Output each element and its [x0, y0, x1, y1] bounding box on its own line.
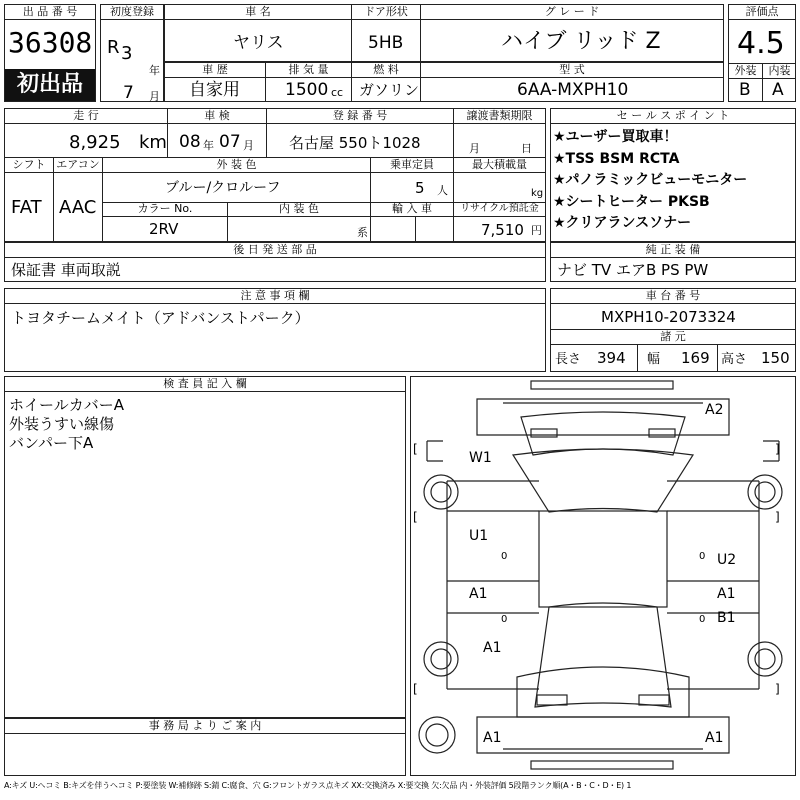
- vehicle-info-box: [164, 4, 724, 62]
- inspector-note-line: 外装うすい線傷: [9, 415, 115, 433]
- score-label: 評価点: [729, 5, 795, 20]
- inspector-notes: [9, 396, 124, 453]
- mark-right-quarter: B1: [717, 610, 736, 626]
- damage-diagram-box: [410, 376, 796, 776]
- inspector-note-line: ホイールカバーA: [9, 396, 124, 414]
- mark-hood: A2: [705, 402, 724, 418]
- capacity-unit: 人: [437, 184, 448, 197]
- mark-rear-left: A1: [483, 730, 502, 746]
- later-parts-box: [4, 242, 546, 282]
- sales-points-box: [550, 108, 796, 242]
- inspector-box: [4, 376, 406, 718]
- zero-right-front: 0: [699, 551, 706, 562]
- shift-label: シフト: [5, 158, 53, 173]
- spec-row-box: [164, 62, 724, 102]
- door-label: ドア形状: [352, 5, 420, 20]
- options-value: ナビ TV エアB PS PW: [557, 261, 709, 279]
- mark-rear-right: A1: [705, 730, 724, 746]
- capacity-label: 乗車定員: [371, 158, 453, 173]
- bracket-left-2: [: [413, 510, 418, 524]
- interior-label: 内装: [762, 64, 796, 79]
- zero-left-front: 0: [501, 551, 508, 562]
- mark-right-front-door: U2: [717, 552, 737, 568]
- first-listing-badge: 初出品: [5, 69, 95, 101]
- height-label: 高さ: [721, 352, 748, 367]
- displacement-unit: cc: [331, 86, 344, 99]
- details-box: [4, 108, 546, 242]
- recycle-unit: 円: [531, 224, 542, 237]
- height: 150: [761, 349, 790, 367]
- notes-label: 注 意 事 項 欄: [5, 289, 545, 304]
- model-code: 6AA-MXPH10: [517, 80, 629, 100]
- length-label: 長さ: [555, 352, 582, 367]
- inspection-year-unit: 年: [203, 139, 214, 152]
- score-box: [728, 4, 796, 102]
- color-label: 外 装 色: [103, 158, 370, 173]
- width: 169: [681, 349, 710, 367]
- first-registration-box: [100, 4, 164, 102]
- notes-value: トヨタチームメイト（アドバンストパーク）: [11, 309, 310, 327]
- sales-point-item: ★TSS BSM RCTA: [553, 150, 680, 167]
- options-label: 純 正 装 備: [551, 243, 795, 258]
- exterior-color: ブルー/クロルーフ: [165, 180, 281, 196]
- interior-grade: A: [772, 80, 784, 100]
- mark-right-rear-door: A1: [717, 586, 736, 602]
- ac-label: エアコン: [54, 158, 102, 173]
- recycle-fee: 7,510: [481, 221, 524, 239]
- sales-point-item: ★クリアランスソナー: [553, 215, 692, 231]
- displacement-label: 排 気 量: [266, 63, 351, 78]
- shift: FAT: [11, 197, 42, 218]
- lot-number-label: 出 品 番 号: [5, 5, 95, 20]
- history: 自家用: [189, 80, 240, 100]
- car-name: ヤリス: [233, 33, 284, 53]
- score: 4.5: [737, 26, 785, 61]
- mileage-unit: km: [139, 132, 167, 153]
- bracket-left-3: [: [413, 682, 418, 696]
- docs-month-unit: 月: [469, 142, 480, 155]
- sales-point-item: ★ユーザー買取車！: [553, 129, 678, 145]
- mark-left-front-door: U1: [469, 528, 489, 544]
- inspection-month: 07: [219, 132, 241, 152]
- car-diagram: [411, 377, 795, 775]
- sales-point-item: ★パノラミックビューモニター: [553, 172, 748, 188]
- inspector-label: 検 査 員 記 入 欄: [5, 377, 405, 392]
- width-label: 幅: [647, 352, 661, 367]
- fuel-label: 燃 料: [352, 63, 420, 78]
- max-load-label: 最大積載量: [454, 158, 545, 173]
- chassis-number: MXPH10-2073324: [601, 308, 736, 326]
- car-name-label: 車 名: [165, 5, 352, 20]
- color-number: 2RV: [149, 220, 179, 238]
- inspector-note-line: バンパー下A: [9, 434, 94, 452]
- color-number-label: カラー No.: [103, 202, 227, 217]
- zero-left-rear: 0: [501, 614, 508, 625]
- chassis-box: [550, 288, 796, 372]
- interior-color-label: 内 装 色: [228, 202, 370, 217]
- capacity: 5: [415, 179, 425, 197]
- door-type: 5HB: [368, 33, 404, 53]
- bracket-left-1: [: [413, 442, 418, 456]
- office-box: [4, 718, 406, 776]
- mark-left-rear-door: A1: [469, 586, 488, 602]
- recycle-label: リサイクル預託金: [454, 202, 545, 217]
- exterior-label: 外装: [729, 64, 762, 79]
- exterior-grade: B: [739, 80, 751, 100]
- docs-day-unit: 日: [521, 142, 532, 155]
- import-label: 輸 入 車: [371, 202, 453, 217]
- dimensions-label: 諸 元: [551, 330, 795, 345]
- month-unit: 月: [149, 90, 160, 103]
- sales-points-label: セ ー ル ス ポ イ ン ト: [551, 109, 795, 124]
- bracket-right-2: ]: [775, 510, 780, 524]
- mark-windshield: W1: [469, 450, 492, 466]
- history-label: 車 歴: [165, 63, 265, 78]
- plate-number: 名古屋 550ト1028: [289, 134, 421, 152]
- mileage-label: 走 行: [5, 109, 167, 124]
- sales-point-item: ★シートヒーター PKSB: [553, 193, 710, 210]
- ac: AAC: [59, 197, 97, 218]
- inspection-month-unit: 月: [243, 139, 254, 152]
- sales-points-list: [553, 127, 747, 235]
- first-registration-label: 初度登録: [101, 5, 163, 20]
- notes-box: [4, 288, 546, 372]
- inspection-year: 08: [179, 132, 201, 152]
- registration-month: 7: [123, 83, 134, 103]
- bracket-right-1: ]: [775, 442, 780, 456]
- displacement: 1500: [285, 80, 329, 100]
- fuel: ガソリン: [359, 81, 420, 99]
- chassis-label: 車 台 番 号: [551, 289, 795, 304]
- plate-label: 登 録 番 号: [267, 109, 453, 124]
- bracket-right-3: ]: [775, 682, 780, 696]
- mileage: 8,925: [69, 132, 121, 153]
- grade-label: グ レ ー ド: [421, 5, 723, 20]
- inspection-label: 車 検: [168, 109, 266, 124]
- era: R: [107, 37, 120, 58]
- office-label: 事 務 局 よ り ご 案 内: [5, 719, 405, 734]
- zero-right-rear: 0: [699, 614, 706, 625]
- legend: A:キズ U:ヘコミ B:キズを伴うヘコミ P:要塗装 W:補修跡 S:錆 C:腐食、穴 G:フロントガラス点キズ XX:交換済み X:要交換 欠:欠品 内・外装評価 5段階ランク順(A・B・C・D・E) 1: [4, 781, 632, 790]
- later-parts-label: 後 日 発 送 部 品: [5, 243, 545, 258]
- mark-left-quarter: A1: [483, 640, 502, 656]
- model-label: 型 式: [421, 63, 723, 78]
- max-load-unit: kg: [531, 188, 544, 199]
- lot-number: 36308: [8, 26, 93, 59]
- grade: ハイブ リッド Z: [501, 29, 661, 54]
- year-unit: 年: [149, 64, 160, 77]
- later-parts: 保証書 車両取説: [11, 261, 121, 279]
- interior-color-unit: 系: [357, 226, 368, 239]
- lot-number-box: [4, 4, 96, 102]
- options-box: [550, 242, 796, 282]
- length: 394: [597, 349, 626, 367]
- docs-deadline-label: 譲渡書類期限: [454, 109, 545, 124]
- registration-year: 3: [121, 43, 133, 64]
